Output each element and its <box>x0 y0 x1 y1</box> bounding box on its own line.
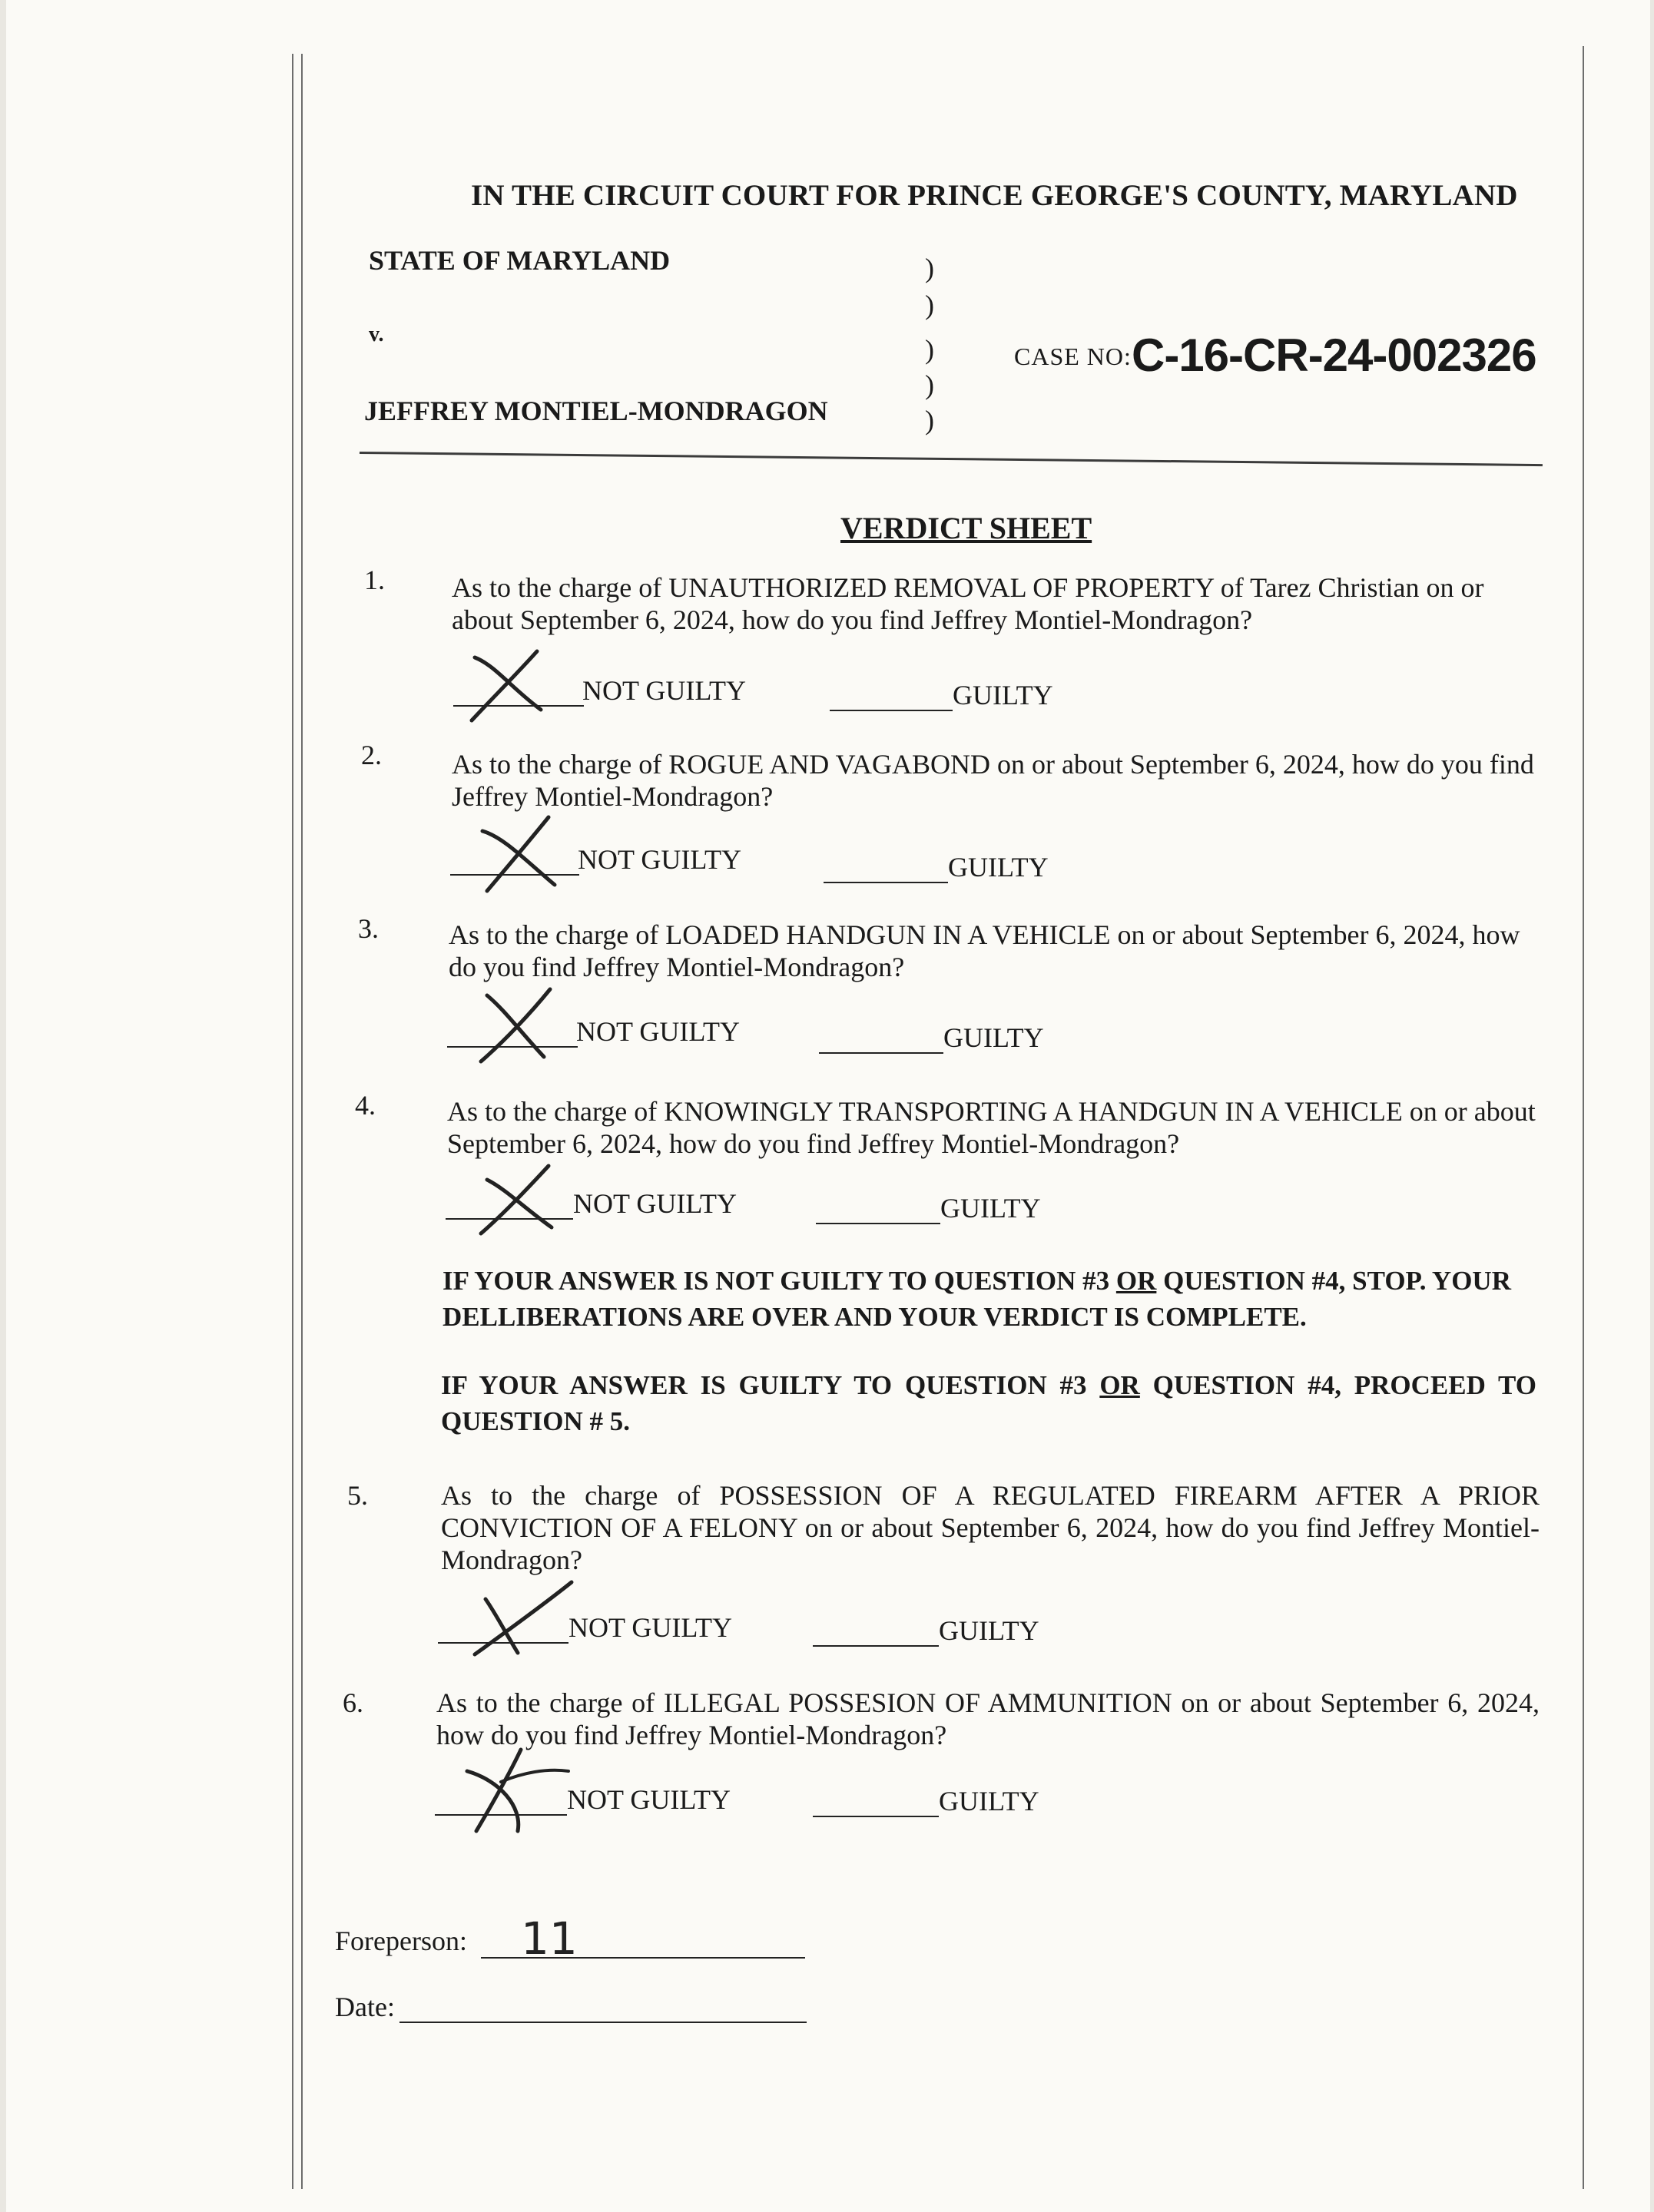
proceed-instruction: IF YOUR ANSWER IS GUILTY TO QUESTION #3 OR QUESTION #4, PROCEED TO QUESTION # 5. <box>441 1370 1536 1436</box>
handwritten-x-mark <box>461 1745 576 1837</box>
question-text: As to the charge of UNAUTHORIZED REMOVAL OF PROPERTY of Tarez Christian on or about September 6, 2024, how do you find Jeffrey Montiel-Mondragon? <box>452 572 1484 635</box>
handwritten-x-mark <box>473 811 588 896</box>
handwritten-x-mark <box>456 1576 587 1661</box>
versus-label: v. <box>369 323 384 346</box>
defendant-name: JEFFREY MONTIEL-MONDRAGON <box>364 396 828 426</box>
question-text: As to the charge of ILLEGAL POSSESION OF AMMUNITION on or about September 6, 2024, how do you find Jeffrey Montiel-Mondragon? <box>436 1687 1540 1750</box>
guilty-choice: GUILTY <box>813 1786 1059 1820</box>
question-number: 4. <box>355 1090 376 1121</box>
question-number: 1. <box>364 565 385 595</box>
date-line <box>399 2022 807 2023</box>
case-number: C-16-CR-24-002326 <box>1132 329 1536 381</box>
question-text: As to the charge of LOADED HANDGUN IN A VEHICLE on or about September 6, 2024, how do you find Jeffrey Montiel-Mondragon? <box>449 919 1520 982</box>
date-label: Date: <box>335 1992 395 2022</box>
question-text: As to the charge of ROGUE AND VAGABOND on or about September 6, 2024, how do you find Jeffrey Montiel-Mondragon? <box>452 749 1534 812</box>
not-guilty-choice: NOT GUILTY <box>447 1017 754 1051</box>
caption-paren: ) <box>925 369 934 400</box>
right-margin-line <box>1583 46 1584 2189</box>
guilty-choice: GUILTY <box>813 1616 1059 1650</box>
question-text: As to the charge of KNOWINGLY TRANSPORTING A HANDGUN IN A VEHICLE on or about September 6, 2024, how do you find Jeffrey Montiel-Mondragon? <box>447 1096 1536 1159</box>
not-guilty-choice: NOT GUILTY <box>446 1189 753 1223</box>
verdict-sheet-page <box>6 0 1650 2212</box>
court-heading: IN THE CIRCUIT COURT FOR PRINCE GEORGE'S COUNTY, MARYLAND <box>471 179 1518 212</box>
not-guilty-choice: NOT GUILTY <box>435 1785 742 1819</box>
verdict-sheet-title: VERDICT SHEET <box>840 511 1092 545</box>
question-number: 2. <box>361 740 382 770</box>
case-number-label: CASE NO: <box>1014 343 1132 370</box>
plaintiff-name: STATE OF MARYLAND <box>369 245 671 276</box>
caption-paren: ) <box>925 253 934 283</box>
caption-divider <box>360 452 1543 466</box>
question-text: As to the charge of POSSESSION OF A REGULATED FIREARM AFTER A PRIOR CONVICTION OF A FELONY on or about September 6, 2024, how do you find Jeffrey Montiel-Mondragon? <box>441 1480 1540 1575</box>
question-number: 3. <box>358 913 379 944</box>
foreperson-label: Foreperson: <box>335 1926 467 1956</box>
guilty-choice: GUILTY <box>819 1023 1065 1057</box>
handwritten-x-mark <box>472 1155 587 1240</box>
not-guilty-choice: NOT GUILTY <box>450 845 757 879</box>
foreperson-signature <box>516 1909 585 1963</box>
left-margin-line <box>301 54 303 2189</box>
caption-paren: ) <box>925 334 934 365</box>
guilty-choice: GUILTY <box>824 853 1069 886</box>
not-guilty-choice: NOT GUILTY <box>453 676 761 710</box>
question-number: 5. <box>347 1480 368 1511</box>
svg-text:11: 11 <box>521 1912 578 1963</box>
caption-paren: ) <box>925 405 934 435</box>
handwritten-x-mark <box>464 642 579 727</box>
stop-instruction: IF YOUR ANSWER IS NOT GUILTY TO QUESTION #3 OR QUESTION #4, STOP. YOUR DELLIBERATIONS ARE OVER AND YOUR VERDICT IS COMPLETE. <box>443 1266 1511 1332</box>
handwritten-x-mark <box>470 982 585 1066</box>
question-number: 6. <box>343 1687 363 1718</box>
not-guilty-choice: NOT GUILTY <box>438 1613 745 1647</box>
guilty-choice: GUILTY <box>816 1194 1062 1227</box>
caption-paren: ) <box>925 290 934 320</box>
guilty-choice: GUILTY <box>830 680 1076 714</box>
left-margin-line <box>292 54 293 2189</box>
